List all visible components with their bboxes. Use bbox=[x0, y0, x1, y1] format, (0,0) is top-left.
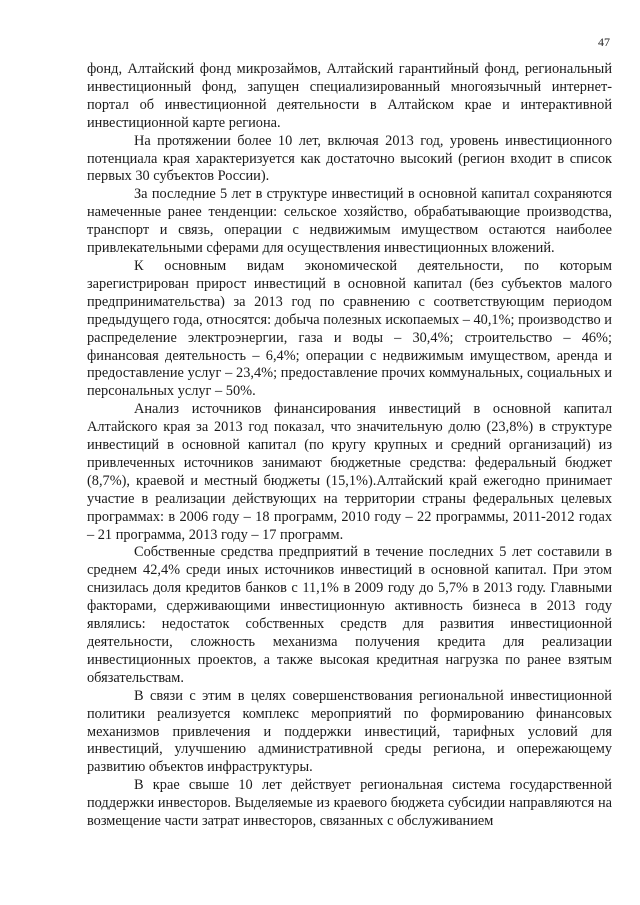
paragraph-policy-measures: В связи с этим в целях совершенствования региональной инвестиционной политики реализуется комплекс мероприятий по формированию финансовых механизмов привлечения и поддержки инвестиций, тарифных условий для инвестиций, улучшению административной среды региона, и опережающему развитию объектов инфраструктуры. bbox=[87, 687, 612, 776]
paragraph-continuation: фонд, Алтайский фонд микрозаймов, Алтайский гарантийный фонд, региональный инвестиционный фонд, запущен специализированный многоязычный интернет-портал об инвестиционной деятельности в Алтайском крае и интерактивной инвестиционной карте региона. bbox=[87, 61, 612, 131]
paragraph-financing-sources: Анализ источников финансирования инвестиций в основной капитал Алтайского края за 2013 год показал, что значительную долю (23,8%) в структуре инвестиций в основной капитал (по кругу крупных и средний организаций) из привлеченных источников занимают бюджетные средства: федеральный бюджет (8,7%), краевой и местный бюджеты (15,1%).Алтайский край ежегодно принимает участие в реализации действующих на территории страны федеральных целевых программах: в 2006 году – 18 программ, 2010 году – 22 программы, 2011-2012 годах – 21 программа, 2013 году – 17 программ. bbox=[87, 401, 612, 543]
paragraph-economic-activities: К основным видам экономической деятельности, по которым зарегистрирован прирост инвестиций в основной капитал (без субъектов малого предпринимательства) за 2013 год по сравнению с соответствующим периодом предыдущего года, относятся: добыча полезных ископаемых – 40,1%; производство и распределение электроэнергии, газа и воды – 30,4%; строительство – 46%; финансовая деятельность – 6,4%; операции с недвижимым имуществом, аренда и предоставление услуг – 23,4%; предоставление прочих коммунальных, социальных и персональных услуг – 50%. bbox=[87, 257, 612, 400]
body-text bbox=[87, 61, 612, 831]
paragraph-own-funds: Собственные средства предприятий в течение последних 5 лет составили в среднем 42,4% среди иных источников инвестиций в основной капитал. При этом снизилась доля кредитов банков с 11,1% в 2009 году до 5,7% в 2013 году. Главными факторами, сдерживающими инвестиционную активность бизнеса в 2013 году являлись: недостаток собственных средств для развития инвестиционной деятельности, сложность механизма получения кредита для реализации инвестиционных проектов, а также высокая кредитная нагрузка по ранее взятым обязательствам. bbox=[87, 544, 612, 686]
paragraph-state-support: В крае свыше 10 лет действует региональная система государственной поддержки инвесторов. Выделяемые из краевого бюджета субсидии направляются на возмещение части затрат инвесторов, связанных с обслуживанием bbox=[87, 777, 612, 830]
paragraph-investment-structure: За последние 5 лет в структуре инвестиций в основной капитал сохраняются намеченные ранее тенденции: сельское хозяйство, обрабатывающие производства, транспорт и связь, операции с недвижимым имуществом остаются наиболее привлекательными сферами для осуществления инвестиционных вложений. bbox=[87, 186, 612, 257]
paragraph-investment-potential: На протяжении более 10 лет, включая 2013 год, уровень инвестиционного потенциала края характеризуется как достаточно высокий (регион входит в список первых 30 субъектов России). bbox=[87, 132, 612, 185]
page-number: 47 bbox=[598, 35, 610, 49]
